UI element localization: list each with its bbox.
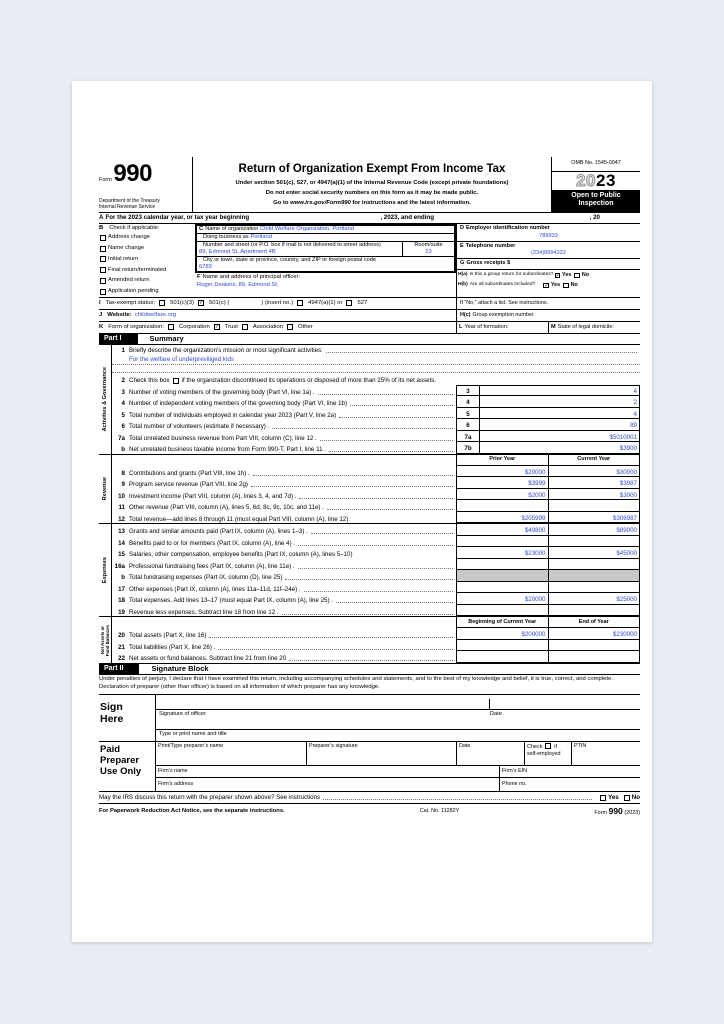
amended-return-checkbox[interactable]	[100, 278, 106, 284]
line-8-prior[interactable]: $20000	[456, 466, 548, 478]
form-footer	[99, 804, 640, 818]
checkbox-application-pending[interactable]: Application pending	[99, 286, 193, 297]
part-ii-label: Part II	[99, 664, 139, 674]
checkbox-name-change[interactable]: Name change	[99, 243, 193, 254]
h-note: If “No,” attach a list. See instructions.	[456, 298, 640, 309]
line-12: 12 Total revenue—add lines 8 through 11 (must equal Part VIII, column (A), line 12) $205999 $306987	[112, 512, 640, 524]
final-return-checkbox[interactable]	[100, 267, 106, 273]
line-22: 22 Net assets or fund balances. Subtract line 21 from line 20	[112, 651, 640, 663]
open-to-public-badge: Open to Public Inspection	[552, 190, 640, 211]
line-12-prior[interactable]: $205999	[456, 512, 548, 524]
line-11-current[interactable]	[548, 500, 641, 512]
discuss-yes-checkbox[interactable]	[600, 795, 606, 801]
part-i-title: Summary	[149, 334, 184, 344]
row-ha-group-return: H(a) Is this a group return for subordinates? ✓ Yes No	[458, 272, 590, 279]
row-a-tax-year: A For the 2023 calendar year, or tax year beginning , 2023, and ending , 20	[99, 213, 640, 224]
line-22-end[interactable]	[548, 651, 641, 663]
group-revenue	[99, 454, 640, 524]
hb-no-checkbox[interactable]	[563, 283, 569, 289]
city-value[interactable]: 6783	[199, 264, 212, 271]
group-net-assets	[99, 616, 640, 663]
line-22-begin[interactable]	[456, 651, 548, 663]
form-header	[99, 157, 640, 213]
line-8: 8 Contributions and grants (Part VIII, line 1h) . $20000 $30000	[112, 466, 640, 478]
sidebar-expenses: Expenses	[101, 557, 108, 584]
website-value[interactable]: childwelfare.org	[134, 311, 176, 318]
line-15: 15 Salaries, other compensation, employee benefits (Part IX, column (A), lines 5–10) $23000 $45000	[112, 547, 640, 559]
officer-signature-field[interactable]	[156, 695, 640, 710]
dept-line2: Internal Revenue Service	[99, 204, 156, 211]
line-20-end[interactable]: $230000	[548, 628, 641, 640]
other-checkbox[interactable]	[287, 324, 293, 330]
form-subtitle1: Under section 501(c), 527, or 4947(a)(1) of the Internal Revenue Code (except private foundations)	[235, 180, 509, 187]
form-goto-line: Go to www.irs.gov/Form990 for instructions and the latest information.	[273, 200, 471, 207]
ein-value[interactable]: 789933	[539, 232, 558, 239]
line-4-value[interactable]: 2	[480, 396, 640, 408]
part-ii-bar	[99, 663, 640, 675]
section-e-telephone: E Telephone number (234)8994322	[457, 242, 640, 260]
line-18-current[interactable]: $25000	[548, 593, 641, 605]
527-checkbox[interactable]	[346, 300, 352, 306]
line-16a-prior[interactable]	[456, 559, 548, 571]
line-15-prior[interactable]: $23000	[456, 547, 548, 559]
address-change-checkbox[interactable]	[100, 235, 106, 241]
line-14-current[interactable]	[548, 536, 641, 548]
row-m-state-of-domicile: M State of legal domicile:	[548, 322, 640, 333]
dept-line1: Department of the Treasury	[99, 197, 160, 204]
officer-name-field[interactable]	[156, 721, 640, 730]
group-expenses	[99, 523, 640, 616]
initial-return-checkbox[interactable]	[100, 256, 106, 262]
line-5-value[interactable]: 4	[480, 408, 640, 420]
form-990	[99, 157, 640, 817]
line-3: 3 Number of voting members of the governing body (Part VI, line 1a) . 3 4	[112, 385, 640, 397]
mission-value[interactable]: For the welfare of underpreviliged kids	[129, 356, 234, 364]
line-17-current[interactable]	[548, 582, 641, 594]
line-17: 17 Other expenses (Part IX, column (A), lines 11a–11d, 11f–24e) .	[112, 582, 640, 594]
line-1-mission: 1 Briefly describe the organization’s mission or most significant activities:	[112, 345, 640, 355]
type-print-name-label: Type or print name and title	[159, 730, 227, 737]
line-6-value[interactable]: 89	[480, 419, 640, 431]
line-9-current[interactable]: $3987	[548, 477, 641, 489]
line-13: 13 Grants and similar amounts paid (Part IX, column (A), lines 1–3) . $49800 $89000	[112, 524, 640, 536]
sign-date-label: Date	[490, 710, 502, 717]
firm-name-field[interactable]: Firm’s name	[158, 768, 188, 775]
line-11-prior[interactable]	[456, 500, 548, 512]
form-990-page	[72, 81, 652, 942]
part-ii-title: Signature Block	[151, 664, 209, 674]
tax-year: 2023	[576, 170, 616, 190]
sign-here-block: Sign Here Signature of officer Date Type or print name and title	[99, 694, 640, 742]
sidebar-revenue: Revenue	[101, 477, 108, 501]
footer-form-id: Form 990 (2023)	[594, 806, 640, 817]
section-g-gross-receipts: G Gross receipts $	[457, 259, 640, 270]
form-word: Form	[99, 177, 112, 183]
preparer-date-field[interactable]: Date	[456, 742, 524, 765]
row-k-form-of-organization: K Form of organization: Corporation ✓ Trust Association Other L Year of formation: M State of legal domicile:	[99, 321, 640, 333]
line-19: 19 Revenue less expenses. Subtract line 18 from line 12 .	[112, 605, 640, 617]
line-9: 9 Program service revenue (Part VIII, line 2g) $3999 $3987	[112, 477, 640, 489]
row-i-tax-exempt-status: I Tax-exempt status: 501(c)(3) ✓ 501(c) ( ) (insert no.) 4947(a)(1) or 527 If “No,” attach a list. See instructions.	[99, 297, 640, 309]
section-c-org-box: C Name of organization Child Welfare Organization, Portland Doing business as Portland Number and street (or P.O. box if mail is not delivered to street address) 89, Edmond St, Apartment 4B Room/suite 23 City or town, state or province, country, and ZIP or foreign postal code 6783	[195, 224, 456, 274]
paperwork-notice: For Paperwork Reduction Act Notice, see the separate instructions.	[99, 808, 285, 815]
line-19-prior[interactable]	[456, 605, 548, 617]
sidebar-net-assets-line2: Fund Balances	[105, 624, 110, 656]
begin-end-header: Beginning of Current Year End of Year	[112, 617, 640, 628]
principal-officer-value[interactable]: Roger Deakins, 89, Edmond St.	[197, 281, 279, 288]
ptin-field[interactable]: PTIN	[571, 742, 640, 765]
form-number: 990	[113, 160, 152, 187]
application-pending-checkbox[interactable]	[100, 289, 106, 295]
line-13-prior[interactable]: $49800	[456, 524, 548, 536]
section-d-ein: D Employer identification number 789933	[457, 224, 640, 242]
checkbox-final-return[interactable]: Final return/terminated	[99, 265, 193, 276]
line-7a: 7a Total unrelated business revenue from Part VIII, column (C), line 12 . 7a $5010001	[112, 431, 640, 443]
line-18-prior[interactable]: $20000	[456, 593, 548, 605]
row-hc-group-exemption: H(c) Group exemption number	[456, 310, 640, 321]
form-title: Return of Organization Exempt From Income Tax	[238, 163, 506, 175]
line-19-current[interactable]	[548, 605, 641, 617]
line-7b: b Net unrelated business taxable income from Form 990-T, Part I, line 11 . 7b $3900	[112, 442, 640, 454]
line-10: 10 Investment income (Part VIII, column (A), lines 3, 4, and 7d) . $2000 $3000	[112, 489, 640, 501]
paid-preparer-block: Paid Preparer Use Only Print/Type preparer’s name Preparer’s signature Date Check if self-employed PTIN Firm’s name Firm’s EIN Firm’s address Phone no.	[99, 742, 640, 792]
line-3-value[interactable]: 4	[480, 385, 640, 397]
line-21: 21 Total liabilities (Part X, line 26) .	[112, 640, 640, 652]
501c3-checkbox[interactable]	[159, 300, 165, 306]
phone-field[interactable]: Phone no.	[499, 778, 640, 791]
dba-value[interactable]: Portland	[250, 233, 272, 240]
line-16a-current[interactable]	[548, 559, 641, 571]
checkbox-initial-return[interactable]: Initial return	[99, 254, 193, 265]
line-10-prior[interactable]: $2000	[456, 489, 548, 501]
corporation-checkbox[interactable]	[168, 324, 174, 330]
signature-of-officer-label: Signature of officer	[159, 710, 206, 717]
discontinued-checkbox[interactable]	[173, 378, 179, 384]
hb-yes-checkbox[interactable]: ✓	[544, 282, 549, 289]
part-i-bar	[99, 333, 640, 345]
501c-checkbox[interactable]: ✓	[198, 300, 204, 307]
line-6: 6 Total number of volunteers (estimate if necessary) . 6 89	[112, 419, 640, 431]
self-employed-checkbox[interactable]	[545, 743, 551, 749]
line-16b-current-shaded	[548, 570, 641, 582]
line-7a-value[interactable]: $5010001	[480, 431, 640, 443]
part-i-label: Part I	[99, 334, 138, 344]
line-21-end[interactable]	[548, 640, 641, 652]
firm-ein-field[interactable]: Firm’s EIN	[499, 766, 640, 778]
checkbox-address-change[interactable]: Address change	[99, 233, 193, 244]
line-16b-prior-shaded	[456, 570, 548, 582]
group-activities-governance	[99, 345, 640, 454]
omb-number: OMB No. 1545-0047	[552, 157, 640, 172]
sidebar-activities-governance: Activities & Governance	[101, 367, 108, 432]
sidebar-net-assets-line1: Net Assets or	[99, 626, 105, 655]
prior-current-header: Prior Year Current Year	[112, 455, 640, 466]
section-b-check-if-applicable: B Check if applicable: Address change Name change Initial return Final return/terminated Amended return Application pending	[99, 224, 195, 297]
line-21-begin[interactable]	[456, 640, 548, 652]
line-14: 14 Benefits paid to or for members (Part IX, column (A), line 4) .	[112, 536, 640, 548]
name-change-checkbox[interactable]	[100, 246, 106, 252]
preparer-signature-field[interactable]: Preparer’s signature	[306, 742, 456, 765]
line-16a: 16a Professional fundraising fees (Part IX, column (A), line 11e) .	[112, 559, 640, 571]
ha-yes-checkbox[interactable]: ✓	[555, 272, 561, 279]
ha-no-checkbox[interactable]	[574, 273, 580, 279]
line-9-prior[interactable]: $3999	[456, 477, 548, 489]
telephone-value[interactable]: (234)8994322	[531, 250, 566, 257]
line-10-current[interactable]: $3000	[548, 489, 641, 501]
line-18: 18 Total expenses. Add lines 13–17 (must equal Part IX, column (A), line 25) . $20000 $25000	[112, 593, 640, 605]
perjury-statement: Under penalties of perjury, I declare that I have examined this return, including accompanying schedules and statements, and to the best of my knowledge and belief, it is true, correct, and complete. Declaration of preparer (other than officer) is based on all information of which preparer has any knowledge.	[99, 676, 613, 691]
checkbox-amended-return[interactable]: Amended return	[99, 276, 193, 287]
line-14-prior[interactable]	[456, 536, 548, 548]
line-8-current[interactable]: $30000	[548, 466, 641, 478]
line-5: 5 Total number of individuals employed in calendar year 2023 (Part V, line 2a) 5 4	[112, 408, 640, 420]
irs-discuss-row: May the IRS discuss this return with the preparer shown above? See instructions Yes No	[99, 792, 640, 804]
line-11: 11 Other revenue (Part VIII, column (A), lines 5, 6d, 8c, 9c, 10c, and 11e) .	[112, 500, 640, 512]
line-16b: b Total fundraising expenses (Part IX, column (D), line 25)	[112, 570, 640, 582]
row-hb-subordinates: H(b) Are all subordinates included? ✓ Yes No	[458, 282, 578, 289]
firm-address-field[interactable]: Firm’s address	[158, 781, 194, 788]
identity-section	[99, 224, 640, 297]
line-13-current[interactable]: $89000	[548, 524, 641, 536]
org-name-value[interactable]: Child Welfare Organization, Portland	[259, 225, 354, 232]
line-12-current[interactable]: $306987	[548, 512, 641, 524]
row-l-year-of-formation: L Year of formation:	[456, 322, 548, 333]
line-2-discontinued: 2 Check this box if the organization discontinued its operations or disposed of more than 25% of its net assets.	[121, 377, 437, 385]
discuss-no-checkbox[interactable]	[624, 795, 630, 801]
room-suite-value[interactable]: 23	[425, 248, 432, 255]
cat-number: Cat. No. 11282Y	[419, 808, 460, 815]
line-20: 20 Total assets (Part X, line 16) $200000 $230000	[112, 628, 640, 640]
row-j-website: J Website: childwelfare.org H(c) Group exemption number	[99, 309, 640, 321]
section-f-principal-officer: F Name and address of principal officer: Roger Deakins, 89, Edmond St.	[195, 273, 456, 296]
line-15-current[interactable]: $45000	[548, 547, 641, 559]
4947a1-checkbox[interactable]	[297, 300, 303, 306]
form-subtitle2: Do not enter social security numbers on this form as it may be made public.	[265, 190, 479, 197]
line-7b-value[interactable]: $3900	[480, 442, 640, 454]
association-checkbox[interactable]	[242, 324, 248, 330]
line-17-prior[interactable]	[456, 582, 548, 594]
irs-link[interactable]: www.irs.gov/Form990	[290, 200, 351, 207]
preparer-name-field[interactable]: Print/Type preparer’s name	[158, 742, 224, 749]
line-20-begin[interactable]: $200000	[456, 628, 548, 640]
street-value[interactable]: 89, Edmond St, Apartment 4B	[199, 248, 276, 255]
trust-checkbox[interactable]: ✓	[214, 324, 220, 331]
line-4: 4 Number of independent voting members of the governing body (Part VI, line 1b) 4 2	[112, 396, 640, 408]
